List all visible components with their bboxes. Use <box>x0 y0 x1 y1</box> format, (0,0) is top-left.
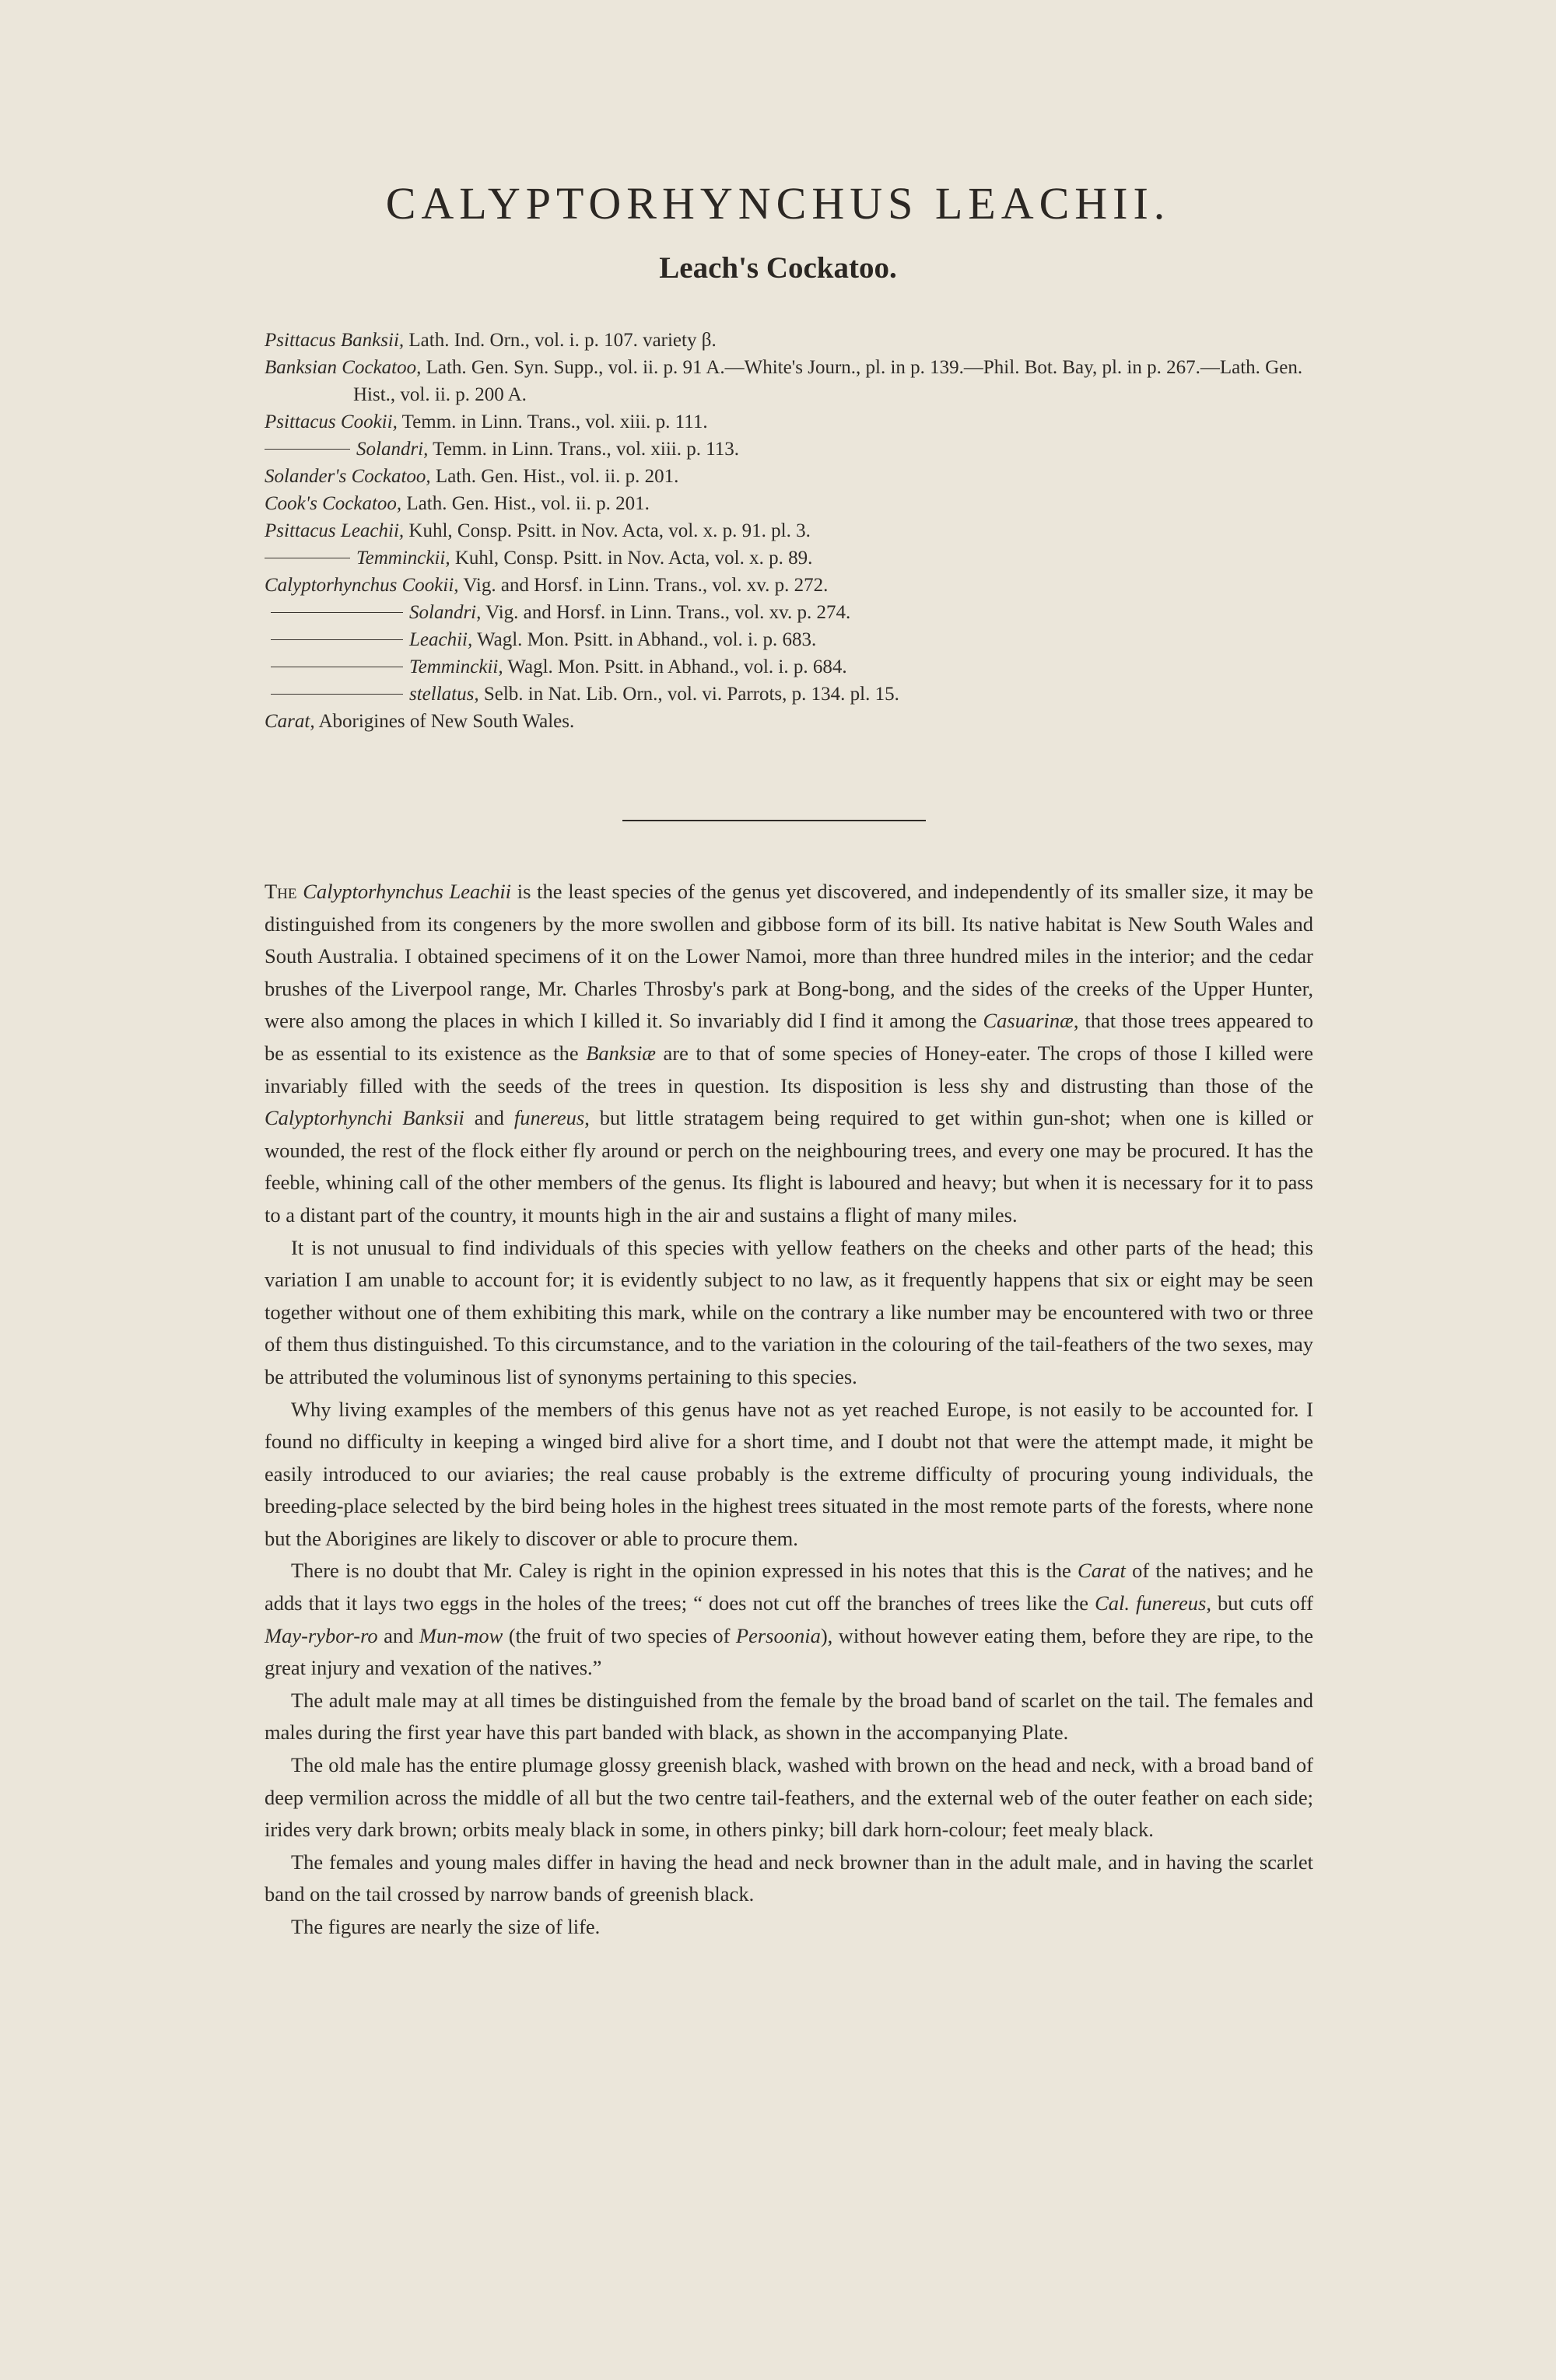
synonym-entry <box>265 517 1323 544</box>
text-run: The figures are nearly the size of life. <box>291 1915 601 1938</box>
synonym-entry <box>265 572 1323 599</box>
synonym-entry <box>265 327 1323 354</box>
text-run: of the natives; and he adds that it lays two eggs in the holes of the trees; “ does not cut off the branches of trees like the <box>265 1559 1313 1615</box>
text-run: There is no doubt that Mr. Caley is right in the opinion expressed in his notes that this is the <box>291 1559 1078 1583</box>
text-run: The females and young males differ in having the head and neck browner than in the adult male, and in having the scarlet band on the tail crossed by narrow bands of greenish black. <box>265 1850 1313 1906</box>
italic-term: Carat <box>1078 1559 1126 1583</box>
synonym-reference: Aborigines of New South Wales. <box>314 711 575 732</box>
page-title: CALYPTORHYNCHUS LEACHII. <box>385 178 1171 229</box>
synonym-name: Calyptorhynchus Cookii, <box>265 575 459 596</box>
italic-term: Casuarinæ <box>983 1009 1074 1033</box>
synonym-reference: Vig. and Horsf. in Linn. Trans., vol. xv. p. 272. <box>458 575 829 596</box>
synonym-name: Solander's Cockatoo, <box>265 466 431 487</box>
small-caps-word: The <box>265 880 297 903</box>
text-run: ), without however eating them, before they are ripe, to the great injury and vexation of the natives.” <box>265 1623 1313 1680</box>
synonym-entry <box>265 599 1323 626</box>
synonym-reference: Lath. Gen. Syn. Supp., vol. ii. p. 91 A.—White's Journ., pl. in p. 139.—Phil. Bot. Bay, pl. in p. 267.—Lath. Gen. Hist., vol. ii. p. 200 A. <box>353 357 1303 405</box>
synonym-reference: Temm. in Linn. Trans., vol. xiii. p. 113. <box>428 439 740 460</box>
italic-term: Mun-mow <box>419 1623 503 1647</box>
ditto-dash <box>271 639 403 640</box>
body-paragraph <box>265 876 1313 1232</box>
italic-term: Cal. funereus <box>1095 1591 1207 1615</box>
synonym-list <box>265 327 1323 735</box>
text-run: The old male has the entire plumage glossy greenish black, washed with brown on the head and neck, with a broad band of deep vermilion across the middle of all but the two centre tail-feathers, and the external web of the outer feather on each side; irides very dark brown; orbits mealy black in some, in others pinky; bill dark horn-colour; feet mealy black. <box>265 1753 1313 1842</box>
text-run: (the fruit of two species of <box>503 1623 736 1647</box>
synonym-name: Solandri, <box>409 602 482 623</box>
synonym-entry <box>265 490 1323 517</box>
synonym-name: Psittacus Cookii, <box>265 411 398 432</box>
synonym-reference: Selb. in Nat. Lib. Orn., vol. vi. Parrots, p. 134. pl. 15. <box>478 684 899 705</box>
body-paragraph <box>265 1749 1313 1846</box>
italic-term: May-rybor-ro <box>265 1623 378 1647</box>
text-run: , but cuts off <box>1206 1591 1313 1615</box>
synonym-entry <box>265 354 1323 408</box>
section-divider <box>622 820 926 821</box>
synonym-name: Solandri, <box>356 439 429 460</box>
body-text <box>265 876 1313 1944</box>
synonym-reference: Lath. Gen. Hist., vol. ii. p. 201. <box>401 493 650 514</box>
text-run: and <box>377 1623 419 1647</box>
synonym-name: Carat, <box>265 711 315 732</box>
text-run: Why living examples of the members of this genus have not as yet reached Europe, is not easily to be accounted for. I found no difficulty in keeping a winged bird alive for a short time, and I doubt not that were the attempt made, it might be easily introduced to our aviaries; the real cause probably is the extreme difficulty of procuring young individuals, the breeding-place selected by the bird being holes in the highest trees situated in the most remote parts of the forests, where none but the Aborigines are likely to discover or able to procure them. <box>265 1397 1313 1550</box>
synonym-reference: Lath. Ind. Orn., vol. i. p. 107. variety β. <box>404 330 717 351</box>
synonym-reference: Wagl. Mon. Psitt. in Abhand., vol. i. p. 684. <box>503 656 847 677</box>
body-paragraph <box>265 1232 1313 1394</box>
text-run: , that those trees appeared to be as essential to its existence as the <box>265 1009 1313 1065</box>
synonym-reference: Lath. Gen. Hist., vol. ii. p. 201. <box>430 466 679 487</box>
text-run: is the least species of the genus yet discovered, and independently of its smaller size, it may be distinguished from its congeners by the more swollen and gibbose form of its bill. Its native habitat is New South Wales and South Australia. I obtained specimens of it on the Lower Namoi, more than three hundred miles in the interior; and the cedar brushes of the Liverpool range, Mr. Charles Throsby's park at Bong-bong, and the sides of the creeks of the Upper Hunter, were also among the places in which I killed it. So invariably did I find it among the <box>265 880 1313 1033</box>
body-paragraph <box>265 1555 1313 1684</box>
italic-term: Persoonia <box>735 1623 821 1647</box>
body-paragraph <box>265 1685 1313 1749</box>
synonym-entry <box>265 626 1323 653</box>
italic-term: funereus <box>513 1106 585 1130</box>
body-paragraph <box>265 1911 1313 1944</box>
text-run: and <box>464 1106 514 1130</box>
synonym-name: Leachii, <box>409 629 473 650</box>
synonym-entry <box>265 708 1323 735</box>
synonym-name: Temminckii, <box>356 548 450 569</box>
text-run: are to that of some species of Honey-eater. The crops of those I killed were invariably filled with the seeds of the trees in question. Its disposition is less shy and distrusting than those of the <box>265 1041 1313 1097</box>
synonym-reference: Kuhl, Consp. Psitt. in Nov. Acta, vol. x. p. 91. pl. 3. <box>404 520 811 541</box>
synonym-entry <box>265 436 1323 463</box>
synonym-reference: Wagl. Mon. Psitt. in Abhand., vol. i. p. 683. <box>472 629 817 650</box>
synonym-entry <box>265 463 1323 490</box>
italic-term: Banksiæ <box>586 1041 656 1065</box>
body-paragraph <box>265 1846 1313 1911</box>
synonym-name: stellatus, <box>409 684 479 705</box>
page-subtitle: Leach's Cockatoo. <box>659 251 897 285</box>
synonym-entry <box>265 408 1323 436</box>
ditto-dash <box>271 612 403 613</box>
ditto-dash <box>271 694 403 695</box>
synonym-reference: Temm. in Linn. Trans., vol. xiii. p. 111. <box>397 411 708 432</box>
synonym-name: Banksian Cockatoo, <box>265 357 422 378</box>
text-run: , but little stratagem being required to get within gun-shot; when one is killed or wounded, the rest of the flock either fly around or perch on the neighbouring trees, and every one may be procured. It has the feeble, whining call of the other members of the genus. Its flight is laboured and heavy; but when it is necessary for it to pass to a distant part of the country, it mounts high in the air and sustains a flight of many miles. <box>265 1106 1313 1227</box>
synonym-name: Psittacus Leachii, <box>265 520 405 541</box>
synonym-reference: Kuhl, Consp. Psitt. in Nov. Acta, vol. x. p. 89. <box>450 548 813 569</box>
text-run: The adult male may at all times be distinguished from the female by the broad band of scarlet on the tail. The females and males during the first year have this part banded with black, as shown in the accompanying Plate. <box>265 1688 1313 1745</box>
synonym-entry <box>265 653 1323 681</box>
synonym-entry <box>265 681 1323 708</box>
body-paragraph <box>265 1394 1313 1556</box>
text-run: It is not unusual to find individuals of this species with yellow feathers on the cheeks and other parts of the head; this variation I am unable to account for; it is evidently subject to no law, as it frequently happens that six or eight may be seen together without one of them exhibiting this mark, while on the contrary a like number may be encountered with two or three of them thus distinguished. To this circumstance, and to the variation in the colouring of the tail-feathers of the two sexes, may be attributed the voluminous list of synonyms pertaining to this species. <box>265 1235 1313 1388</box>
synonym-name: Psittacus Banksii, <box>265 330 405 351</box>
synonym-name: Cook's Cockatoo, <box>265 493 402 514</box>
synonym-entry <box>265 544 1323 572</box>
synonym-reference: Vig. and Horsf. in Linn. Trans., vol. xv. p. 274. <box>481 602 851 623</box>
synonym-name: Temminckii, <box>409 656 503 677</box>
italic-term: Calyptorhynchi Banksii <box>265 1106 464 1130</box>
ditto-dash <box>265 449 350 450</box>
italic-term: Calyptorhynchus Leachii <box>303 880 512 903</box>
